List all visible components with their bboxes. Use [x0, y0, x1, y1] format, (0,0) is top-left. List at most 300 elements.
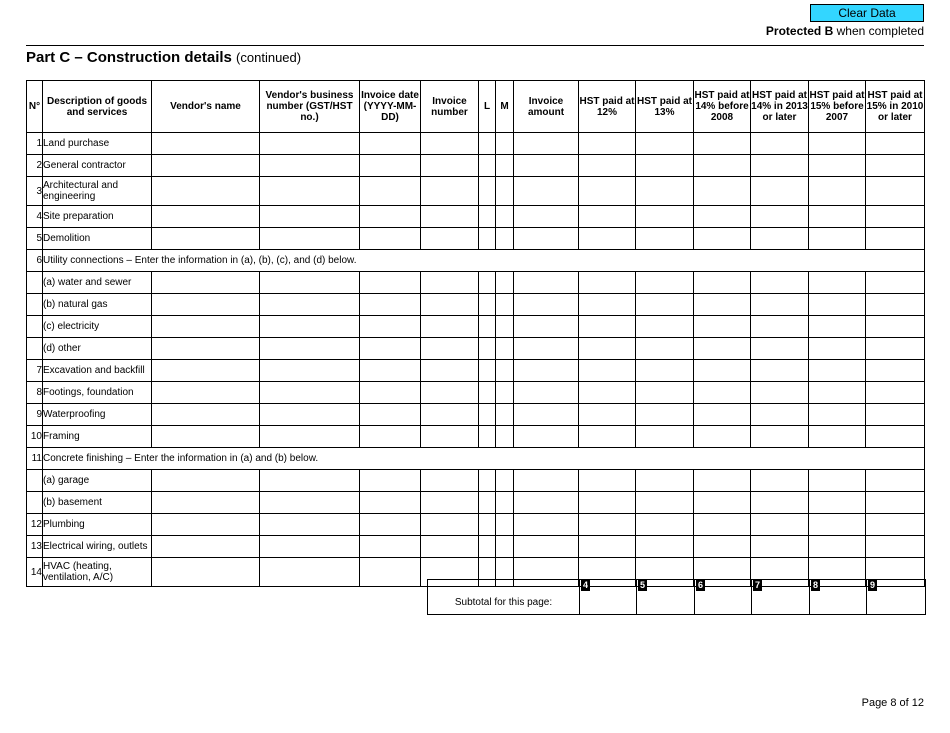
line-number-badge: 7	[755, 580, 761, 590]
col-l-input[interactable]	[479, 133, 496, 155]
col-hst-15-before-2007-input[interactable]	[809, 514, 866, 536]
col-invoice-number-input[interactable]	[421, 338, 479, 360]
row-description: HVAC (heating, ventilation, A/C)	[43, 558, 152, 587]
col-invoice-number-input[interactable]	[421, 316, 479, 338]
line-number-badge: 8	[813, 580, 819, 590]
col-l-input[interactable]	[479, 470, 496, 492]
col-business-number-input[interactable]	[260, 514, 360, 536]
row-number	[27, 272, 43, 294]
col-hst-13-input[interactable]	[636, 155, 694, 177]
col-hst-15-before-2007-input[interactable]	[809, 536, 866, 558]
col-business-number-input[interactable]	[260, 426, 360, 448]
col-m-input[interactable]	[496, 404, 514, 426]
col-hst-13-input[interactable]	[636, 470, 694, 492]
table-body	[27, 133, 925, 587]
col-hst-15-before-2007-input[interactable]	[809, 294, 866, 316]
col-hst-14-2013-later-input[interactable]	[751, 155, 809, 177]
table-row	[27, 470, 925, 492]
col-l-input[interactable]	[479, 514, 496, 536]
col-hst-12-input[interactable]	[579, 404, 636, 426]
col-hst-15-2010-later-input[interactable]	[866, 206, 925, 228]
col-hst-14-2013-later-input[interactable]	[751, 272, 809, 294]
row-instruction: Utility connections – Enter the information in (a), (b), (c), and (d) below.	[43, 250, 925, 272]
row-number: 9	[27, 404, 43, 426]
section-title-continued: (continued)	[236, 50, 302, 65]
col-hst-13-input[interactable]	[636, 536, 694, 558]
col-invoice-amount-input[interactable]	[514, 404, 579, 426]
col-hst-15-before-2007-input[interactable]	[809, 404, 866, 426]
col-invoice-date-input[interactable]	[360, 155, 421, 177]
row-number	[27, 316, 43, 338]
row-number	[27, 294, 43, 316]
col-m-input[interactable]	[496, 470, 514, 492]
row-description: (a) water and sewer	[43, 272, 152, 294]
col-hst-12-input[interactable]	[579, 338, 636, 360]
col-hst-15-before-2007-input[interactable]	[809, 316, 866, 338]
col-invoice-date-input[interactable]	[360, 272, 421, 294]
col-hst-14-before-2008-input[interactable]	[694, 316, 751, 338]
col-hst-15-before-2007-input[interactable]	[809, 228, 866, 250]
col-m-input[interactable]	[496, 316, 514, 338]
line-number-badge: 9	[870, 580, 876, 590]
col-business-number-input[interactable]	[260, 228, 360, 250]
col-hst-15-2010-later-input[interactable]	[866, 228, 925, 250]
col-hst-15-2010-later-input[interactable]	[866, 316, 925, 338]
table-row	[27, 272, 925, 294]
col-hst-14-before-2008-input[interactable]	[694, 155, 751, 177]
table-row	[27, 133, 925, 155]
col-hst-14-2013-later-input[interactable]	[751, 133, 809, 155]
col-hst-15-before-2007-input[interactable]	[809, 470, 866, 492]
col-hst-13-input[interactable]	[636, 360, 694, 382]
row-description: Excavation and backfill	[43, 360, 152, 382]
col-l-input[interactable]	[479, 536, 496, 558]
col-m-input[interactable]	[496, 514, 514, 536]
col-business-number-input[interactable]	[260, 470, 360, 492]
col-m-input[interactable]	[496, 272, 514, 294]
col-business-number-input[interactable]	[260, 558, 360, 587]
subtotal-box-4[interactable]	[580, 580, 637, 615]
col-hst-12-input[interactable]	[579, 536, 636, 558]
col-hst-14-2013-later-input[interactable]	[751, 228, 809, 250]
col-description-header: Description of goods and services	[43, 81, 152, 133]
col-invoice-amount-input[interactable]	[514, 492, 579, 514]
table-row	[27, 492, 925, 514]
row-description: (b) basement	[43, 492, 152, 514]
col-hst-14-before-2008-input[interactable]	[694, 536, 751, 558]
row-description: Land purchase	[43, 133, 152, 155]
col-hst-12-input[interactable]	[579, 316, 636, 338]
table-row	[27, 404, 925, 426]
col-hst-14-before-2008-input[interactable]	[694, 426, 751, 448]
col-hst-12-input[interactable]	[579, 133, 636, 155]
col-invoice-number-input[interactable]	[421, 133, 479, 155]
col-hst-14-2013-later-input[interactable]	[751, 514, 809, 536]
col-invoice-date-input[interactable]	[360, 492, 421, 514]
row-number: 8	[27, 382, 43, 404]
col-hst-12-input[interactable]	[579, 272, 636, 294]
col-invoice-date-input[interactable]	[360, 470, 421, 492]
col-invoice-amount-input[interactable]	[514, 382, 579, 404]
col-m-input[interactable]	[496, 206, 514, 228]
col-vendor-name-input[interactable]	[152, 470, 260, 492]
col-hst-14-before-2008-input[interactable]	[694, 133, 751, 155]
col-hst-13-input[interactable]	[636, 492, 694, 514]
col-invoice-number-input[interactable]	[421, 426, 479, 448]
col-hst-14-before-2008-input[interactable]	[694, 492, 751, 514]
col-hst-15-2010-later-input[interactable]	[866, 338, 925, 360]
col-invoice-amount-input[interactable]	[514, 206, 579, 228]
table-row	[27, 206, 925, 228]
col-business-number-input[interactable]	[260, 272, 360, 294]
col-hst-12-input[interactable]	[579, 426, 636, 448]
col-hst-12-input[interactable]	[579, 177, 636, 206]
col-hst-14-2013-later-input[interactable]	[751, 536, 809, 558]
protected-b-notice	[766, 24, 924, 38]
col-invoice-number-input[interactable]	[421, 360, 479, 382]
col-hst-15-before-2007-input[interactable]	[809, 272, 866, 294]
col-hst-15-before-2007-input[interactable]	[809, 382, 866, 404]
col-hst-15-before-2007-input[interactable]	[809, 426, 866, 448]
col-number-header: N°	[27, 81, 43, 133]
col-invoice-date-input[interactable]	[360, 177, 421, 206]
col-hst-15-2010-later-input[interactable]	[866, 514, 925, 536]
col-business-number-input[interactable]	[260, 316, 360, 338]
col-invoice-amount-input[interactable]	[514, 360, 579, 382]
col-hst-15-2010-later-input[interactable]	[866, 177, 925, 206]
subtotal-box-7[interactable]	[752, 580, 810, 615]
col-invoice-amount-input[interactable]	[514, 470, 579, 492]
table-row	[27, 448, 925, 470]
col-l-input[interactable]	[479, 404, 496, 426]
col-hst-14-before-2008-input[interactable]	[694, 294, 751, 316]
col-invoice-number-input[interactable]	[421, 206, 479, 228]
col-l-input[interactable]	[479, 228, 496, 250]
col-hst-14-before-2008-input[interactable]	[694, 206, 751, 228]
col-l-input[interactable]	[479, 382, 496, 404]
col-invoice-number-input[interactable]	[421, 492, 479, 514]
row-description: Demolition	[43, 228, 152, 250]
col-vendor-name-input[interactable]	[152, 155, 260, 177]
col-hst-13-input[interactable]	[636, 294, 694, 316]
col-hst-15-2010-later-input[interactable]	[866, 536, 925, 558]
col-m-input[interactable]	[496, 360, 514, 382]
col-l-input[interactable]	[479, 338, 496, 360]
construction-details-table	[26, 80, 925, 587]
row-description: (b) natural gas	[43, 294, 152, 316]
col-l-input[interactable]	[479, 360, 496, 382]
col-invoice-number-input[interactable]	[421, 404, 479, 426]
table-row	[27, 382, 925, 404]
col-vendor-name-input[interactable]	[152, 492, 260, 514]
col-invoice-amount-input[interactable]	[514, 426, 579, 448]
col-invoice-number-input[interactable]	[421, 514, 479, 536]
row-number: 4	[27, 206, 43, 228]
col-invoice-amount-input[interactable]	[514, 133, 579, 155]
col-hst-15-before-2007-input[interactable]	[809, 492, 866, 514]
col-invoice-number-input[interactable]	[421, 470, 479, 492]
col-business-number-input[interactable]	[260, 382, 360, 404]
col-hst-15-2010-later-input[interactable]	[866, 272, 925, 294]
col-invoice-date-input[interactable]	[360, 316, 421, 338]
col-invoice-amount-header: Invoice amount	[514, 81, 579, 133]
col-vendor-name-input[interactable]	[152, 536, 260, 558]
col-hst-13-input[interactable]	[636, 206, 694, 228]
col-hst-14-2013-later-input[interactable]	[751, 294, 809, 316]
col-hst-12-input[interactable]	[579, 155, 636, 177]
col-invoice-number-input[interactable]	[421, 536, 479, 558]
col-invoice-date-input[interactable]	[360, 426, 421, 448]
col-invoice-date-input[interactable]	[360, 228, 421, 250]
col-hst-13-input[interactable]	[636, 228, 694, 250]
col-invoice-date-input[interactable]	[360, 382, 421, 404]
row-number: 10	[27, 426, 43, 448]
col-hst-14-2013-later-input[interactable]	[751, 426, 809, 448]
col-invoice-date-input[interactable]	[360, 404, 421, 426]
table-row	[27, 514, 925, 536]
row-number: 14	[27, 558, 43, 587]
col-vendor-name-input[interactable]	[152, 133, 260, 155]
col-business-number-input[interactable]	[260, 404, 360, 426]
col-m-input[interactable]	[496, 382, 514, 404]
col-invoice-date-input[interactable]	[360, 133, 421, 155]
row-instruction: Concrete finishing – Enter the information in (a) and (b) below.	[43, 448, 925, 470]
col-hst-14-before-2008-input[interactable]	[694, 404, 751, 426]
col-hst-15-2010-later-input[interactable]	[866, 426, 925, 448]
col-hst-15-2010-later-input[interactable]	[866, 470, 925, 492]
col-hst-12-input[interactable]	[579, 382, 636, 404]
col-hst-14-before-2008-input[interactable]	[694, 228, 751, 250]
col-hst-14-before-2008-input[interactable]	[694, 514, 751, 536]
table-row	[27, 316, 925, 338]
col-hst-15-2010-later-input[interactable]	[866, 382, 925, 404]
row-description: Electrical wiring, outlets	[43, 536, 152, 558]
col-business-number-input[interactable]	[260, 177, 360, 206]
col-hst-13-input[interactable]	[636, 272, 694, 294]
col-hst-14-before-2008-input[interactable]	[694, 470, 751, 492]
col-hst-12-input[interactable]	[579, 470, 636, 492]
col-hst-14-2013-later-input[interactable]	[751, 316, 809, 338]
row-number	[27, 492, 43, 514]
col-invoice-amount-input[interactable]	[514, 536, 579, 558]
col-vendor-name-input[interactable]	[152, 426, 260, 448]
col-hst-15-before-2007-input[interactable]	[809, 206, 866, 228]
col-vendor-name-input[interactable]	[152, 338, 260, 360]
col-hst-15-2010-later-input[interactable]	[866, 492, 925, 514]
col-invoice-date-input[interactable]	[360, 558, 421, 587]
col-l-input[interactable]	[479, 316, 496, 338]
row-number: 13	[27, 536, 43, 558]
col-invoice-number-input[interactable]	[421, 228, 479, 250]
row-description: Site preparation	[43, 206, 152, 228]
col-hst-15-before-2007-input[interactable]	[809, 177, 866, 206]
row-number: 12	[27, 514, 43, 536]
col-hst-15-2010-later-input[interactable]	[866, 294, 925, 316]
col-business-number-input[interactable]	[260, 133, 360, 155]
col-m-input[interactable]	[496, 294, 514, 316]
col-hst-14-2013-later-input[interactable]	[751, 404, 809, 426]
col-m-input[interactable]	[496, 133, 514, 155]
col-invoice-amount-input[interactable]	[514, 514, 579, 536]
row-number: 7	[27, 360, 43, 382]
col-hst-12-input[interactable]	[579, 514, 636, 536]
col-l-header: L	[479, 81, 496, 133]
section-title	[26, 49, 301, 66]
col-business-number-input[interactable]	[260, 536, 360, 558]
page-number: Page 8 of 12	[861, 697, 924, 709]
col-invoice-number-header: Invoice number	[421, 81, 479, 133]
table-row	[27, 155, 925, 177]
col-invoice-date-input[interactable]	[360, 514, 421, 536]
col-hst-12-input[interactable]	[579, 206, 636, 228]
col-invoice-number-input[interactable]	[421, 155, 479, 177]
row-description: (c) electricity	[43, 316, 152, 338]
table-row	[27, 228, 925, 250]
col-hst-12-input[interactable]	[579, 360, 636, 382]
col-hst-14-2013-later-input[interactable]	[751, 177, 809, 206]
col-business-number-input[interactable]	[260, 360, 360, 382]
row-number: 1	[27, 133, 43, 155]
col-invoice-date-input[interactable]	[360, 536, 421, 558]
subtotal-box-6[interactable]	[695, 580, 752, 615]
col-vendor-name-input[interactable]	[152, 316, 260, 338]
col-hst-15-before-2007-header: HST paid at 15% before 2007	[809, 81, 866, 133]
col-vendor-name-input[interactable]	[152, 382, 260, 404]
col-l-input[interactable]	[479, 492, 496, 514]
col-vendor-name-input[interactable]	[152, 558, 260, 587]
subtotal-box-8[interactable]	[810, 580, 867, 615]
col-business-number-input[interactable]	[260, 338, 360, 360]
col-m-input[interactable]	[496, 492, 514, 514]
col-l-input[interactable]	[479, 177, 496, 206]
col-l-input[interactable]	[479, 272, 496, 294]
col-vendor-name-input[interactable]	[152, 228, 260, 250]
col-vendor-name-input[interactable]	[152, 272, 260, 294]
col-hst-13-input[interactable]	[636, 316, 694, 338]
row-number: 3	[27, 177, 43, 206]
col-hst-15-2010-later-input[interactable]	[866, 155, 925, 177]
col-business-number-input[interactable]	[260, 492, 360, 514]
subtotal-box-9[interactable]	[867, 580, 926, 615]
col-hst-14-2013-later-input[interactable]	[751, 382, 809, 404]
section-title-main: Part C – Construction details	[26, 49, 232, 66]
col-l-input[interactable]	[479, 426, 496, 448]
col-hst-13-input[interactable]	[636, 382, 694, 404]
col-invoice-number-input[interactable]	[421, 272, 479, 294]
col-vendor-name-input[interactable]	[152, 514, 260, 536]
col-invoice-amount-input[interactable]	[514, 228, 579, 250]
col-m-input[interactable]	[496, 536, 514, 558]
col-l-input[interactable]	[479, 155, 496, 177]
col-hst-15-2010-later-input[interactable]	[866, 360, 925, 382]
col-business-number-input[interactable]	[260, 294, 360, 316]
col-m-input[interactable]	[496, 426, 514, 448]
row-description: Framing	[43, 426, 152, 448]
col-vendor-name-input[interactable]	[152, 294, 260, 316]
col-invoice-amount-input[interactable]	[514, 338, 579, 360]
col-hst-15-2010-later-input[interactable]	[866, 133, 925, 155]
col-vendor-name-input[interactable]	[152, 404, 260, 426]
subtotal-box-5[interactable]	[637, 580, 695, 615]
col-hst-12-input[interactable]	[579, 294, 636, 316]
col-hst-15-before-2007-input[interactable]	[809, 133, 866, 155]
col-vendor-name-input[interactable]	[152, 206, 260, 228]
row-description: (a) garage	[43, 470, 152, 492]
col-invoice-date-input[interactable]	[360, 294, 421, 316]
col-hst-15-before-2007-input[interactable]	[809, 155, 866, 177]
col-hst-14-before-2008-input[interactable]	[694, 272, 751, 294]
col-hst-13-input[interactable]	[636, 338, 694, 360]
col-invoice-amount-input[interactable]	[514, 155, 579, 177]
col-invoice-number-input[interactable]	[421, 294, 479, 316]
col-invoice-amount-input[interactable]	[514, 316, 579, 338]
col-hst-14-2013-later-input[interactable]	[751, 338, 809, 360]
table-row	[27, 177, 925, 206]
col-l-input[interactable]	[479, 206, 496, 228]
col-hst-15-before-2007-input[interactable]	[809, 338, 866, 360]
col-hst-12-input[interactable]	[579, 228, 636, 250]
col-invoice-number-input[interactable]	[421, 177, 479, 206]
col-hst-14-2013-later-input[interactable]	[751, 492, 809, 514]
col-invoice-amount-input[interactable]	[514, 272, 579, 294]
col-invoice-amount-input[interactable]	[514, 177, 579, 206]
row-number: 5	[27, 228, 43, 250]
col-hst-14-before-2008-input[interactable]	[694, 382, 751, 404]
col-invoice-number-input[interactable]	[421, 382, 479, 404]
header-divider	[26, 45, 924, 46]
col-invoice-date-input[interactable]	[360, 206, 421, 228]
col-hst-13-input[interactable]	[636, 514, 694, 536]
col-hst-14-before-2008-input[interactable]	[694, 177, 751, 206]
col-hst-13-input[interactable]	[636, 426, 694, 448]
col-hst-14-2013-later-input[interactable]	[751, 206, 809, 228]
col-m-input[interactable]	[496, 177, 514, 206]
table-row	[27, 294, 925, 316]
table-row	[27, 250, 925, 272]
clear-data-button[interactable]: Clear Data	[810, 4, 924, 22]
col-vendor-name-input[interactable]	[152, 360, 260, 382]
col-hst-12-header: HST paid at 12%	[579, 81, 636, 133]
col-vendor-name-input[interactable]	[152, 177, 260, 206]
col-invoice-date-input[interactable]	[360, 338, 421, 360]
col-m-input[interactable]	[496, 338, 514, 360]
row-description: General contractor	[43, 155, 152, 177]
col-business-number-input[interactable]	[260, 155, 360, 177]
col-m-input[interactable]	[496, 228, 514, 250]
col-hst-15-2010-later-input[interactable]	[866, 404, 925, 426]
row-description: Waterproofing	[43, 404, 152, 426]
col-vendor-name-header: Vendor's name	[152, 81, 260, 133]
col-hst-15-before-2007-input[interactable]	[809, 360, 866, 382]
col-hst-13-header: HST paid at 13%	[636, 81, 694, 133]
col-hst-14-before-2008-input[interactable]	[694, 360, 751, 382]
col-hst-14-2013-later-input[interactable]	[751, 470, 809, 492]
col-hst-12-input[interactable]	[579, 492, 636, 514]
col-hst-13-input[interactable]	[636, 404, 694, 426]
subtotal-label: Subtotal for this page:	[428, 580, 580, 615]
col-invoice-date-input[interactable]	[360, 360, 421, 382]
row-number: 6	[27, 250, 43, 272]
col-business-number-input[interactable]	[260, 206, 360, 228]
col-hst-13-input[interactable]	[636, 133, 694, 155]
table-row	[27, 338, 925, 360]
col-hst-14-before-2008-input[interactable]	[694, 338, 751, 360]
col-l-input[interactable]	[479, 294, 496, 316]
col-invoice-amount-input[interactable]	[514, 294, 579, 316]
col-m-input[interactable]	[496, 155, 514, 177]
col-hst-14-2013-later-input[interactable]	[751, 360, 809, 382]
col-hst-13-input[interactable]	[636, 177, 694, 206]
